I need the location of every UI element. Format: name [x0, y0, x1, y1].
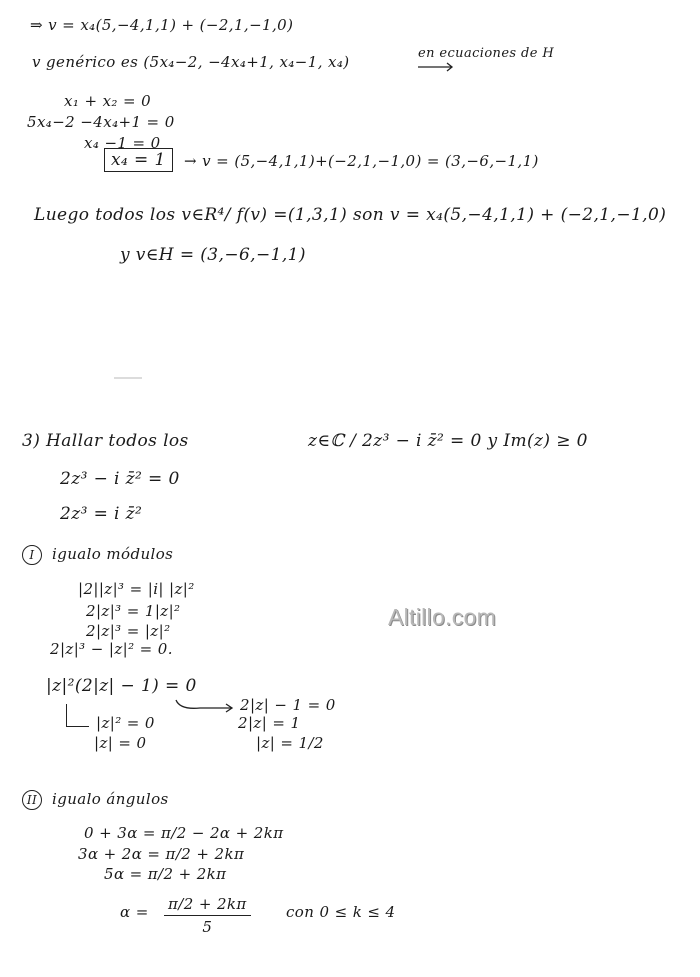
result-box: x₄ = 1 [104, 148, 173, 172]
modulus-line-3: 2|z|³ = |z|² [86, 622, 171, 640]
alpha-numerator: π/2 + 2kπ [164, 897, 251, 916]
section-2-heading [22, 790, 169, 810]
modulus-line-2: 2|z|³ = 1|z|² [86, 602, 181, 620]
problem-3-condition: z∈ℂ / 2z³ − i z̄² = 0 y Im(z) ≥ 0 [308, 431, 588, 451]
equation-line-2: 2z³ = i z̄² [60, 504, 143, 524]
vector-expression: ⇒ v = x₄(5,−4,1,1) + (−2,1,−1,0) [30, 16, 294, 34]
alpha-denominator: 5 [202, 918, 213, 936]
branch-hook [66, 704, 89, 727]
equations-note: en ecuaciones de H [418, 46, 555, 61]
alpha-fraction [164, 897, 251, 935]
vector-in-h-line: y v∈H = (3,−6,−1,1) [120, 245, 306, 265]
equation-x1-x2: x₁ + x₂ = 0 [64, 92, 152, 110]
branch-left-2: |z| = 0 [94, 734, 147, 752]
factored-equation: |z|²(2|z| − 1) = 0 [46, 676, 197, 696]
equation-x4: x₄ −1 = 0 [84, 134, 161, 152]
branch-right-2: 2|z| = 1 [238, 714, 301, 732]
branch-right-3: |z| = 1/2 [256, 734, 324, 752]
branch-left-1: |z|² = 0 [96, 714, 155, 732]
problem-3-heading: 3) Hallar todos los [22, 431, 189, 451]
section-1-title: igualo módulos [52, 545, 174, 563]
generic-vector-line: v genérico es (5x₄−2, −4x₄+1, x₄−1, x₄) [32, 53, 350, 71]
equation-substituted: 5x₄−2 −4x₄+1 = 0 [27, 113, 175, 131]
alpha-label: α = [120, 903, 149, 921]
watermark-logo: Altillo.com [388, 604, 497, 630]
conclusion-line: Luego todos los v∈R⁴/ f(v) =(1,3,1) son v = x₄(5,−4,1,1) + (−2,1,−1,0) [34, 205, 667, 225]
vector-result-line: → v = (5,−4,1,1)+(−2,1,−1,0) = (3,−6,−1,1) [184, 152, 539, 170]
angle-line-3: 5α = π/2 + 2kπ [104, 865, 227, 883]
section-2-number: II [22, 790, 42, 810]
section-1-number: I [22, 545, 42, 565]
x4-boxed-result [104, 152, 173, 169]
angle-line-1: 0 + 3α = π/2 − 2α + 2kπ [84, 824, 284, 842]
equation-line-1: 2z³ − i z̄² = 0 [60, 469, 180, 489]
branch-right-1: 2|z| − 1 = 0 [240, 696, 336, 714]
section-2-title: igualo ángulos [52, 790, 169, 808]
modulus-line-4: 2|z|³ − |z|² = 0. [50, 640, 173, 658]
modulus-line-1: |2||z|³ = |i| |z|² [78, 580, 195, 598]
k-range: con 0 ≤ k ≤ 4 [286, 903, 396, 921]
angle-line-2: 3α + 2α = π/2 + 2kπ [78, 845, 245, 863]
section-1-heading [22, 545, 173, 565]
